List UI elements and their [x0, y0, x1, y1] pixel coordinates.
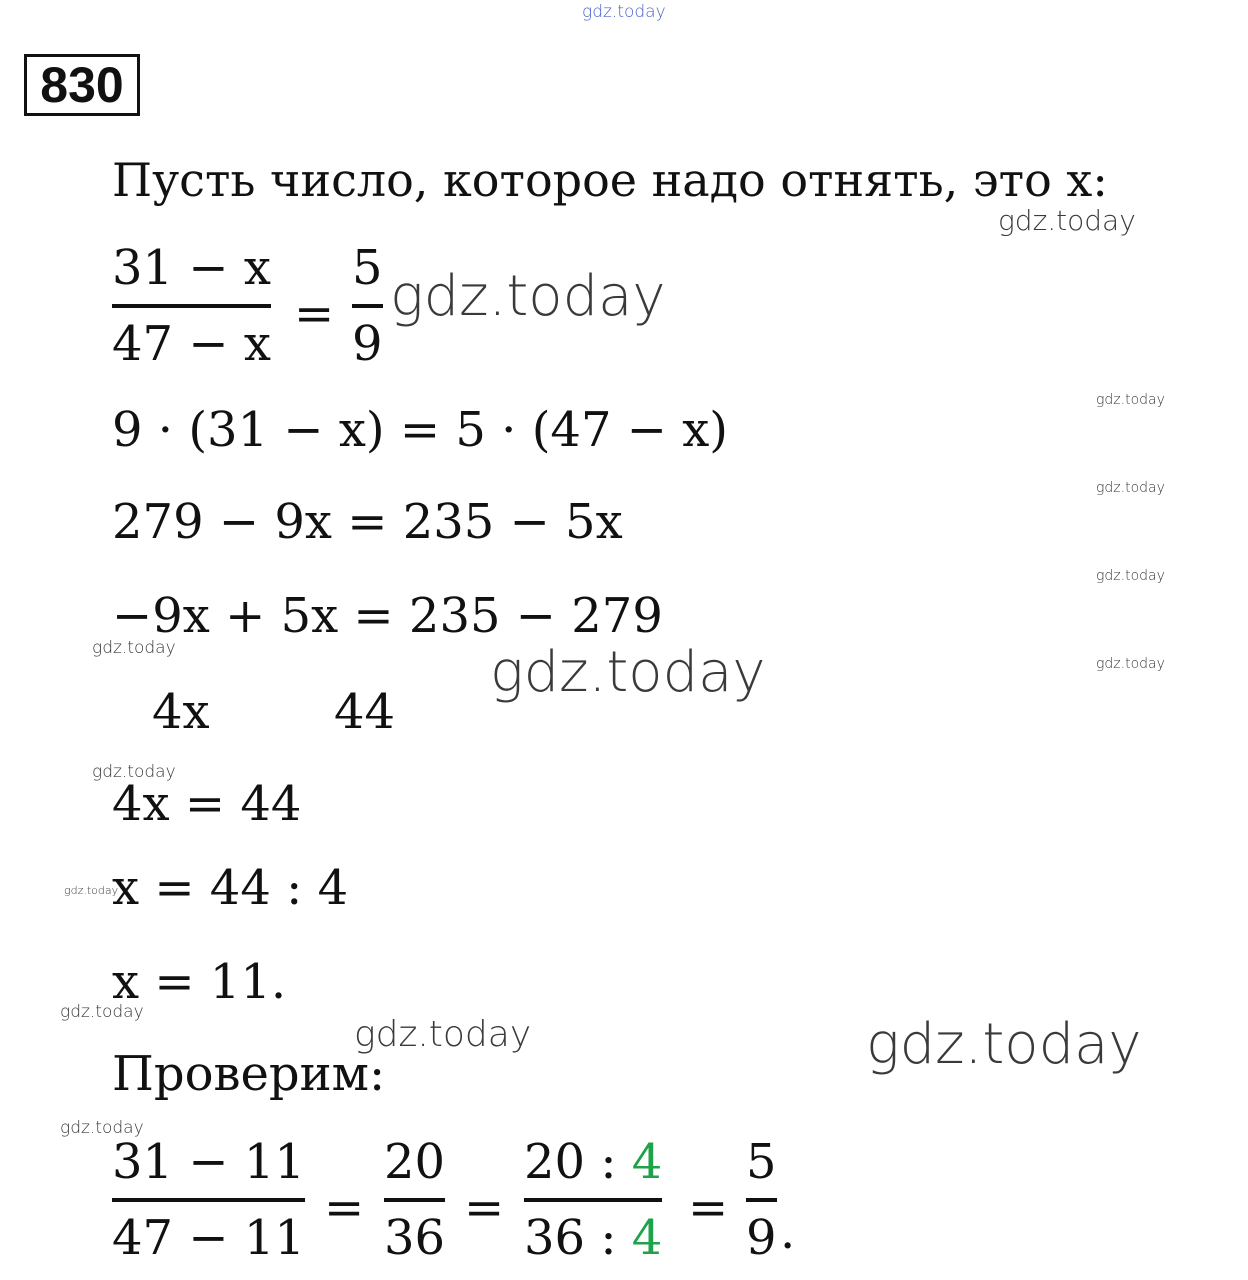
fraction-numerator [524, 1134, 662, 1190]
equals-sign: = [324, 1180, 365, 1236]
equation-1-right-fraction [352, 240, 383, 372]
fraction-denominator: 47 − x [112, 316, 271, 372]
watermark: gdz.today [60, 1002, 144, 1022]
watermark: gdz.today [998, 204, 1136, 237]
fraction-denominator [524, 1210, 662, 1266]
watermark: gdz.today [60, 1118, 144, 1138]
fraction-denominator: 36 [384, 1210, 446, 1266]
equation-1-left-fraction [112, 240, 271, 372]
equals-sign: = [294, 286, 335, 342]
watermark: gdz.today [390, 264, 666, 329]
equation-7: x = 44 : 4 [112, 860, 349, 916]
fraction-bar [746, 1198, 777, 1202]
fraction-denominator: 9 [746, 1210, 777, 1266]
problem-number: 830 [24, 54, 140, 116]
equals-sign: = [688, 1180, 729, 1236]
watermark: gdz.today [1096, 480, 1165, 496]
watermark: gdz.today [354, 1014, 532, 1055]
check-label: Проверим: [112, 1046, 386, 1102]
fraction-numerator: 31 − x [112, 240, 271, 296]
final-period: . [780, 1204, 796, 1260]
divisor-highlight: 4 [631, 1134, 663, 1190]
divisor-highlight: 4 [631, 1210, 663, 1266]
check-fraction-2 [384, 1134, 445, 1266]
fraction-bar [384, 1198, 445, 1202]
fraction-numerator: 5 [352, 240, 383, 296]
fraction-bar [112, 304, 271, 308]
watermark: gdz.today [866, 1012, 1142, 1077]
equals-sign: = [464, 1180, 505, 1236]
watermark: gdz.today [1096, 656, 1165, 672]
watermark: gdz.today [64, 884, 119, 897]
fraction-numerator: 5 [746, 1134, 777, 1190]
intro-text: Пусть число, которое надо отнять, это x: [112, 153, 1108, 207]
equation-5-left: 4x [152, 684, 210, 740]
fraction-numerator: 20 [384, 1134, 446, 1190]
fraction-bar [524, 1198, 662, 1202]
check-fraction-1 [112, 1134, 305, 1266]
fraction-bar [352, 304, 383, 308]
equation-3: 279 − 9x = 235 − 5x [112, 494, 623, 550]
equation-6: 4x = 44 [112, 776, 302, 832]
equation-2: 9 · (31 − x) = 5 · (47 − x) [112, 402, 729, 458]
watermark-top: gdz.today [582, 2, 666, 22]
watermark: gdz.today [92, 762, 176, 782]
check-fraction-4 [746, 1134, 777, 1266]
fraction-bar [112, 1198, 305, 1202]
numerator-part: 20 : [524, 1134, 632, 1190]
fraction-denominator: 9 [352, 316, 383, 372]
equation-5-right: 44 [334, 684, 396, 740]
watermark: gdz.today [490, 640, 766, 705]
watermark: gdz.today [1096, 568, 1165, 584]
denominator-part: 36 : [524, 1210, 632, 1266]
equation-4: −9x + 5x = 235 − 279 [112, 588, 663, 644]
equation-8: x = 11. [112, 954, 287, 1010]
watermark: gdz.today [1096, 392, 1165, 408]
fraction-numerator: 31 − 11 [112, 1134, 305, 1190]
check-fraction-3 [524, 1134, 662, 1266]
fraction-denominator: 47 − 11 [112, 1210, 305, 1266]
watermark: gdz.today [92, 638, 176, 658]
